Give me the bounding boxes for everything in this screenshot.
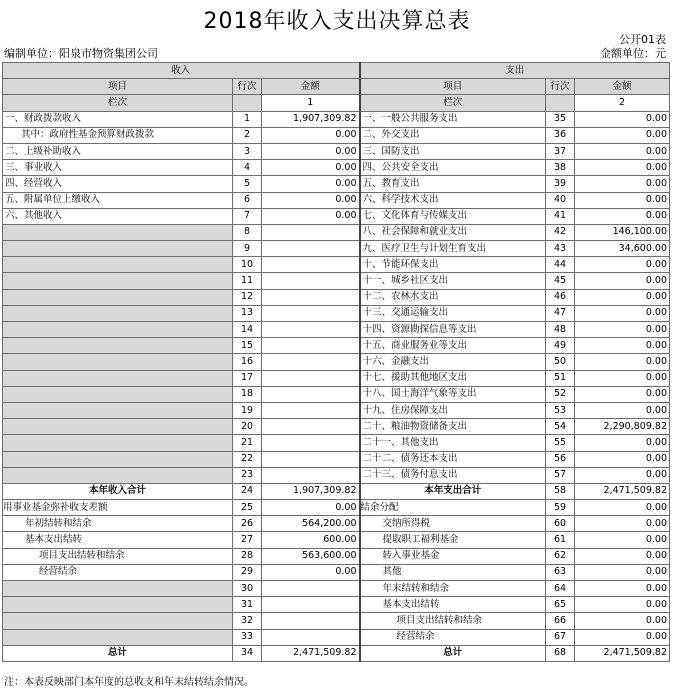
income-item-cell — [3, 597, 233, 613]
expense-row-number: 35 — [546, 111, 575, 127]
unit-label: 金额单位：元 — [600, 47, 666, 60]
income-item-header: 项目 — [3, 79, 233, 95]
table-row — [3, 516, 670, 532]
expense-row-number: 53 — [546, 402, 575, 418]
income-item-cell — [3, 402, 233, 418]
income-row-number: 9 — [233, 241, 262, 257]
expense-amount-cell: 0.00 — [575, 500, 670, 516]
income-item-cell — [3, 241, 233, 257]
income-row-number: 27 — [233, 532, 262, 548]
income-col-label: 栏次 — [3, 95, 233, 111]
income-amount-cell — [262, 305, 360, 321]
expense-row-number: 61 — [546, 532, 575, 548]
expense-row-number: 41 — [546, 208, 575, 224]
expense-item-cell: 十二、农林水支出 — [360, 289, 546, 305]
income-item-cell — [3, 581, 233, 597]
income-row-number: 30 — [233, 581, 262, 597]
income-item-cell: 项目支出结转和结余 — [3, 548, 233, 564]
income-amount-cell — [262, 354, 360, 370]
expense-row-number: 60 — [546, 516, 575, 532]
income-amount-header: 金额 — [262, 79, 360, 95]
expense-row-number: 55 — [546, 435, 575, 451]
income-item-cell — [3, 289, 233, 305]
income-amount-cell: 600.00 — [262, 532, 360, 548]
income-amount-cell — [262, 273, 360, 289]
income-amount-cell — [262, 241, 360, 257]
income-amount-cell — [262, 435, 360, 451]
income-amount-cell: 0.00 — [262, 160, 360, 176]
expense-amount-cell: 0.00 — [575, 143, 670, 159]
expense-col-label: 栏次 — [360, 95, 546, 111]
expense-amount-cell: 0.00 — [575, 564, 670, 580]
income-amount-cell: 2,471,509.82 — [262, 645, 360, 661]
income-row-number: 6 — [233, 192, 262, 208]
expense-row-number: 59 — [546, 500, 575, 516]
income-amount-cell: 1,907,309.82 — [262, 111, 360, 127]
table-row — [3, 370, 670, 386]
expense-row-number: 46 — [546, 289, 575, 305]
income-amount-cell — [262, 370, 360, 386]
expense-item-cell: 四、公共安全支出 — [360, 160, 546, 176]
table-row — [3, 645, 670, 661]
income-amount-cell: 1,907,309.82 — [262, 483, 360, 499]
table-row — [3, 419, 670, 435]
table-row — [3, 208, 670, 224]
form-code: 公开01表 — [619, 33, 666, 46]
table-row — [3, 581, 670, 597]
income-amount-cell — [262, 629, 360, 645]
table-row — [3, 305, 670, 321]
income-item-cell — [3, 613, 233, 629]
table-row — [3, 629, 670, 645]
income-amount-cell: 564,200.00 — [262, 516, 360, 532]
expense-item-cell: 经营结余 — [360, 629, 546, 645]
expense-col-blank — [546, 95, 575, 111]
income-row-number: 23 — [233, 467, 262, 483]
expense-amount-cell: 0.00 — [575, 127, 670, 143]
table-row — [3, 500, 670, 516]
expense-row-number: 67 — [546, 629, 575, 645]
expense-row-number: 48 — [546, 322, 575, 338]
expense-item-cell: 二十、粮油物资储备支出 — [360, 419, 546, 435]
expense-item-cell: 转入事业基金 — [360, 548, 546, 564]
table-row — [3, 435, 670, 451]
expense-row-number: 66 — [546, 613, 575, 629]
income-row-number: 21 — [233, 435, 262, 451]
expense-amount-cell: 2,471,509.82 — [575, 645, 670, 661]
expense-row-number: 58 — [546, 483, 575, 499]
expense-item-cell: 项目支出结转和结余 — [360, 613, 546, 629]
expense-item-cell: 二十一、其他支出 — [360, 435, 546, 451]
expense-amount-cell: 0.00 — [575, 176, 670, 192]
income-amount-cell: 0.00 — [262, 143, 360, 159]
expense-row-number: 51 — [546, 370, 575, 386]
expense-item-cell: 其他 — [360, 564, 546, 580]
income-item-cell — [3, 467, 233, 483]
income-col-index: 1 — [262, 95, 360, 111]
income-item-cell: 五、附属单位上缴收入 — [3, 192, 233, 208]
expense-amount-cell: 34,600.00 — [575, 241, 670, 257]
expense-item-cell: 一、一般公共服务支出 — [360, 111, 546, 127]
expense-row-number: 37 — [546, 143, 575, 159]
income-item-cell — [3, 451, 233, 467]
expense-row-number: 63 — [546, 564, 575, 580]
income-row-number: 2 — [233, 127, 262, 143]
income-amount-cell — [262, 613, 360, 629]
expense-row-number: 47 — [546, 305, 575, 321]
expense-amount-cell: 146,100.00 — [575, 224, 670, 240]
expense-amount-header: 金额 — [575, 79, 670, 95]
table-row — [3, 160, 670, 176]
income-row-number: 34 — [233, 645, 262, 661]
table-row — [3, 273, 670, 289]
expense-item-cell: 十三、交通运输支出 — [360, 305, 546, 321]
table-row — [3, 322, 670, 338]
income-row-number: 31 — [233, 597, 262, 613]
expense-row-number: 43 — [546, 241, 575, 257]
expense-amount-cell: 0.00 — [575, 322, 670, 338]
income-item-cell: 用事业基金弥补收支差额 — [3, 500, 233, 516]
income-amount-cell — [262, 224, 360, 240]
income-item-cell: 四、经营收入 — [3, 176, 233, 192]
income-row-number: 1 — [233, 111, 262, 127]
income-row-number: 3 — [233, 143, 262, 159]
expense-item-cell: 十八、国土海洋气象等支出 — [360, 386, 546, 402]
expense-item-cell: 九、医疗卫生与计划生育支出 — [360, 241, 546, 257]
footnote: 注：本表反映部门本年度的总收支和年末结转结余情况。 — [4, 677, 254, 688]
expense-amount-cell: 2,290,809.82 — [575, 419, 670, 435]
expense-row-number: 38 — [546, 160, 575, 176]
income-item-cell — [3, 224, 233, 240]
expense-row-number: 64 — [546, 581, 575, 597]
expense-row-number: 57 — [546, 467, 575, 483]
expense-item-cell: 交纳所得税 — [360, 516, 546, 532]
income-row-number: 13 — [233, 305, 262, 321]
table-row — [3, 613, 670, 629]
income-item-cell: 年初结转和结余 — [3, 516, 233, 532]
expense-amount-cell: 0.00 — [575, 338, 670, 354]
expense-item-cell: 本年支出合计 — [360, 483, 546, 499]
income-item-cell — [3, 338, 233, 354]
income-amount-cell — [262, 402, 360, 418]
page-title: 2018年收入支出决算总表 — [203, 9, 471, 34]
expense-item-cell: 五、教育支出 — [360, 176, 546, 192]
expense-col-index: 2 — [575, 95, 670, 111]
expense-item-cell: 二十二、债务还本支出 — [360, 451, 546, 467]
table-row — [3, 564, 670, 580]
table-row — [3, 386, 670, 402]
income-row-number: 18 — [233, 386, 262, 402]
income-row-number: 7 — [233, 208, 262, 224]
expense-row-number: 56 — [546, 451, 575, 467]
expense-item-cell: 十七、援助其他地区支出 — [360, 370, 546, 386]
expense-amount-cell: 0.00 — [575, 629, 670, 645]
income-amount-cell — [262, 451, 360, 467]
table-row — [3, 176, 670, 192]
income-amount-cell: 0.00 — [262, 208, 360, 224]
income-item-cell — [3, 370, 233, 386]
expense-amount-cell: 0.00 — [575, 451, 670, 467]
expense-amount-cell: 0.00 — [575, 257, 670, 273]
section-header-row — [3, 63, 670, 79]
expense-item-cell: 基本支出结转 — [360, 597, 546, 613]
expense-amount-cell: 0.00 — [575, 370, 670, 386]
income-item-cell — [3, 305, 233, 321]
expense-row-number: 39 — [546, 176, 575, 192]
table-row — [3, 127, 670, 143]
income-item-cell — [3, 257, 233, 273]
income-row-number: 22 — [233, 451, 262, 467]
table-row — [3, 289, 670, 305]
table-row — [3, 354, 670, 370]
expense-row-number: 49 — [546, 338, 575, 354]
expense-item-cell: 十六、金融支出 — [360, 354, 546, 370]
expense-row-number: 65 — [546, 597, 575, 613]
income-amount-cell — [262, 386, 360, 402]
expense-row-number: 68 — [546, 645, 575, 661]
expense-amount-cell: 0.00 — [575, 386, 670, 402]
expense-item-cell: 十四、资源勘探信息等支出 — [360, 322, 546, 338]
table-row — [3, 143, 670, 159]
expense-amount-cell: 0.00 — [575, 273, 670, 289]
income-amount-cell: 0.00 — [262, 176, 360, 192]
expense-amount-cell: 0.00 — [575, 354, 670, 370]
income-amount-cell — [262, 419, 360, 435]
expense-amount-cell: 0.00 — [575, 532, 670, 548]
income-item-cell — [3, 386, 233, 402]
table-row — [3, 192, 670, 208]
income-row-number: 10 — [233, 257, 262, 273]
expense-item-cell: 三、国防支出 — [360, 143, 546, 159]
table-row — [3, 467, 670, 483]
income-row-number: 12 — [233, 289, 262, 305]
expense-item-cell: 六、科学技术支出 — [360, 192, 546, 208]
income-row-number: 15 — [233, 338, 262, 354]
expense-row-number: 52 — [546, 386, 575, 402]
table-row — [3, 402, 670, 418]
income-row-number: 20 — [233, 419, 262, 435]
expense-item-cell: 七、文化体育与传媒支出 — [360, 208, 546, 224]
income-amount-cell — [262, 597, 360, 613]
expense-item-cell: 二、外交支出 — [360, 127, 546, 143]
income-amount-cell — [262, 322, 360, 338]
income-row-number: 25 — [233, 500, 262, 516]
expense-row-number: 54 — [546, 419, 575, 435]
income-amount-cell: 0.00 — [262, 564, 360, 580]
expense-amount-cell: 0.00 — [575, 613, 670, 629]
expense-item-cell: 十九、住房保障支出 — [360, 402, 546, 418]
table-row — [3, 483, 670, 499]
income-row-number: 19 — [233, 402, 262, 418]
expense-amount-cell: 0.00 — [575, 435, 670, 451]
table-row — [3, 111, 670, 127]
income-row-number: 17 — [233, 370, 262, 386]
expense-amount-cell: 0.00 — [575, 160, 670, 176]
income-row-number: 14 — [233, 322, 262, 338]
income-row-number: 26 — [233, 516, 262, 532]
income-item-cell — [3, 322, 233, 338]
expense-amount-cell: 0.00 — [575, 548, 670, 564]
table-row — [3, 338, 670, 354]
income-amount-cell — [262, 581, 360, 597]
income-amount-cell: 0.00 — [262, 127, 360, 143]
expense-rowno-header: 行次 — [546, 79, 575, 95]
table-row — [3, 548, 670, 564]
income-amount-cell — [262, 257, 360, 273]
table-row — [3, 532, 670, 548]
income-item-cell — [3, 273, 233, 289]
expense-amount-cell: 0.00 — [575, 111, 670, 127]
expense-row-number: 36 — [546, 127, 575, 143]
income-row-number: 16 — [233, 354, 262, 370]
expense-amount-cell: 0.00 — [575, 581, 670, 597]
expense-item-cell: 二十三、债务付息支出 — [360, 467, 546, 483]
income-amount-cell: 563,600.00 — [262, 548, 360, 564]
expense-amount-cell: 0.00 — [575, 467, 670, 483]
income-row-number: 8 — [233, 224, 262, 240]
expense-amount-cell: 0.00 — [575, 192, 670, 208]
expense-item-cell: 结余分配 — [360, 500, 546, 516]
expense-item-cell: 十五、商业服务业等支出 — [360, 338, 546, 354]
expense-row-number: 45 — [546, 273, 575, 289]
expense-item-cell: 提取职工福利基金 — [360, 532, 546, 548]
expense-item-header: 项目 — [360, 79, 546, 95]
expense-item-cell: 八、社会保障和就业支出 — [360, 224, 546, 240]
income-row-number: 5 — [233, 176, 262, 192]
income-item-cell — [3, 435, 233, 451]
expense-amount-cell: 0.00 — [575, 516, 670, 532]
expense-row-number: 50 — [546, 354, 575, 370]
income-item-cell: 六、其他收入 — [3, 208, 233, 224]
income-col-blank — [233, 95, 262, 111]
income-item-cell — [3, 419, 233, 435]
table-row — [3, 224, 670, 240]
expense-row-number: 42 — [546, 224, 575, 240]
income-item-cell: 三、事业收入 — [3, 160, 233, 176]
income-row-number: 24 — [233, 483, 262, 499]
income-section-header: 收入 — [3, 63, 360, 79]
income-row-number: 33 — [233, 629, 262, 645]
income-amount-cell — [262, 338, 360, 354]
expense-row-number: 40 — [546, 192, 575, 208]
column-index-row — [3, 95, 670, 111]
income-item-cell — [3, 629, 233, 645]
income-item-cell: 本年收入合计 — [3, 483, 233, 499]
expense-amount-cell: 2,471,509.82 — [575, 483, 670, 499]
expense-amount-cell: 0.00 — [575, 597, 670, 613]
table-row — [3, 597, 670, 613]
income-row-number: 29 — [233, 564, 262, 580]
org-label: 编制单位：阳泉市物资集团公司 — [4, 47, 158, 60]
income-amount-cell — [262, 289, 360, 305]
income-row-number: 4 — [233, 160, 262, 176]
table-row — [3, 257, 670, 273]
table-row — [3, 241, 670, 257]
expense-amount-cell: 0.00 — [575, 208, 670, 224]
income-item-cell: 经营结余 — [3, 564, 233, 580]
column-header-row — [3, 79, 670, 95]
income-item-cell — [3, 354, 233, 370]
expense-item-cell: 总计 — [360, 645, 546, 661]
income-amount-cell: 0.00 — [262, 500, 360, 516]
expense-amount-cell: 0.00 — [575, 402, 670, 418]
expense-amount-cell: 0.00 — [575, 289, 670, 305]
income-item-cell: 基本支出结转 — [3, 532, 233, 548]
expense-item-cell: 十一、城乡社区支出 — [360, 273, 546, 289]
table-row — [3, 451, 670, 467]
income-amount-cell — [262, 467, 360, 483]
expense-item-cell: 十、节能环保支出 — [360, 257, 546, 273]
income-item-cell: 总计 — [3, 645, 233, 661]
expense-item-cell: 年末结转和结余 — [360, 581, 546, 597]
income-item-cell: 一、财政拨款收入 — [3, 111, 233, 127]
income-row-number: 28 — [233, 548, 262, 564]
expense-amount-cell: 0.00 — [575, 305, 670, 321]
income-item-cell: 二、上级补助收入 — [3, 143, 233, 159]
expense-row-number: 62 — [546, 548, 575, 564]
income-item-cell: 其中：政府性基金预算财政拨款 — [3, 127, 233, 143]
expense-row-number: 44 — [546, 257, 575, 273]
income-amount-cell: 0.00 — [262, 192, 360, 208]
income-rowno-header: 行次 — [233, 79, 262, 95]
income-row-number: 32 — [233, 613, 262, 629]
budget-table — [2, 62, 670, 662]
income-row-number: 11 — [233, 273, 262, 289]
expense-section-header: 支出 — [360, 63, 670, 79]
